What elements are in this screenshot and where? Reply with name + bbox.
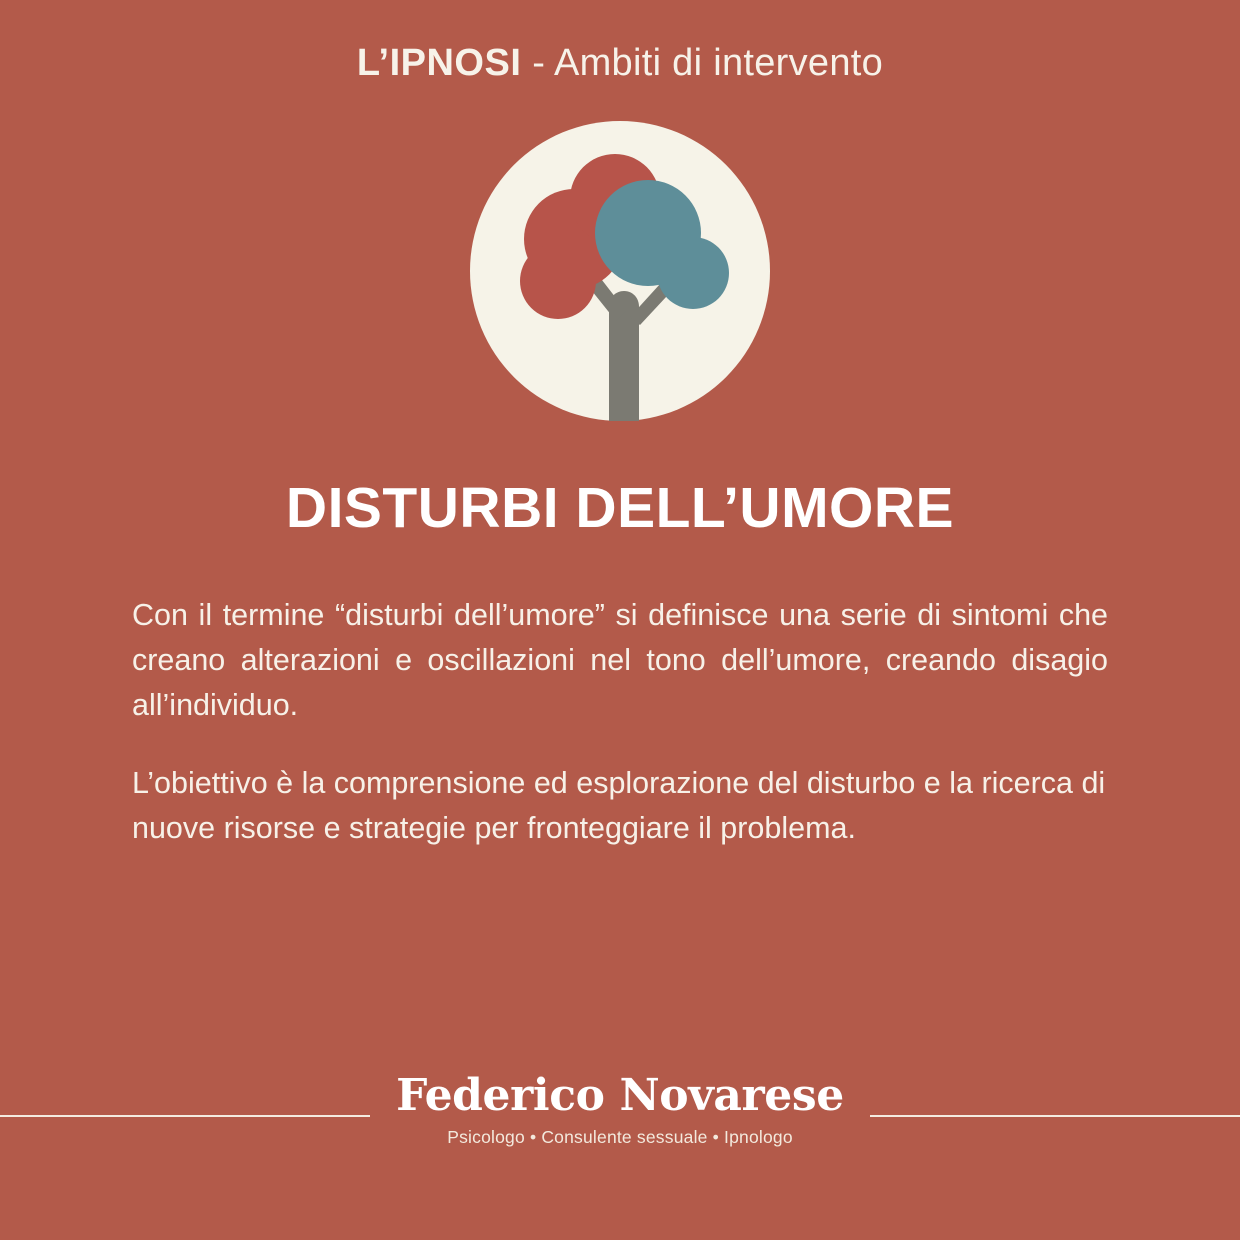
- divider-right: [870, 1115, 1240, 1117]
- header-strong: L’IPNOSI: [356, 42, 522, 84]
- signature-block: [370, 1069, 870, 1148]
- logo-mark: [470, 121, 770, 421]
- signature-name: Federico Novarese: [396, 1069, 844, 1121]
- page-header: [357, 42, 883, 85]
- page-title: DISTURBI DELL’UMORE: [285, 476, 955, 540]
- footer-signature: [0, 1069, 1240, 1154]
- paragraph-2: L’obiettivo è la comprensione ed esplorazione del disturbo e la ricerca di nuove risorse e strategie per fronteggiare il problema.: [132, 766, 1106, 846]
- body-copy: [132, 593, 1108, 851]
- header-rest: - Ambiti di intervento: [521, 42, 884, 84]
- paragraph-1: Con il termine “disturbi dell’umore” si definisce una serie di sintomi che creano alterazioni e oscillazioni nel tono dell’umore, creando disagio all’individuo.: [132, 598, 1108, 722]
- divider-left: [0, 1115, 370, 1117]
- signature-subtitle: Psicologo • Consulente sessuale • Ipnologo: [447, 1127, 793, 1147]
- tree-logo-icon: [470, 121, 770, 421]
- logo-circle-background: [470, 121, 770, 421]
